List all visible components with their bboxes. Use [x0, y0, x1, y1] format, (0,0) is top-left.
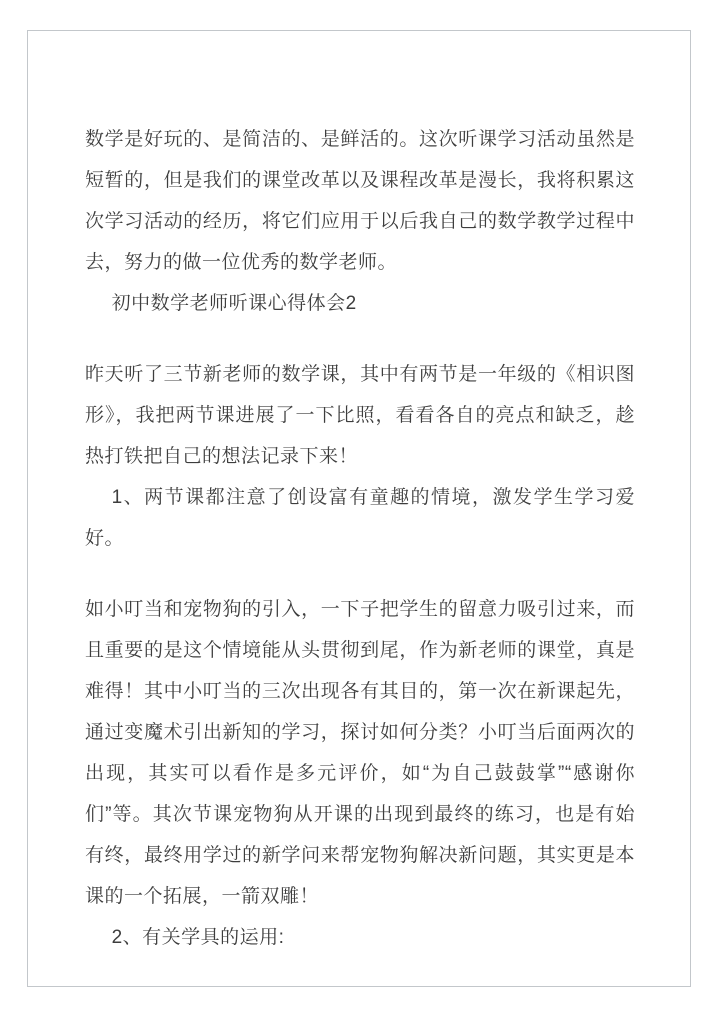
- paragraph-intro: 数学是好玩的、是简洁的、是鲜活的。这次听课学习活动虽然是短暂的，但是我们的课堂改革以及课程改革是漫长，我将积累这次学习活动的经历，将它们应用于以后我自己的数学教学过程中去，努力的做一位优秀的数学老师。: [85, 129, 635, 273]
- paragraph-lesson-overview: 昨天听了三节新老师的数学课，其中有两节是一年级的《相识图形》，我把两节课进展了一下比照，看看各自的亮点和缺乏，趁热打铁把自己的想法记录下来！: [85, 364, 635, 467]
- list-item-1: 1、两节课都注意了创设富有童趣的情境，激发学生学习爱好。: [85, 487, 635, 549]
- list-item-2: 2、有关学具的运用:: [111, 927, 285, 948]
- document-content: [85, 119, 635, 958]
- paragraph-detail: 如小叮当和宠物狗的引入，一下子把学生的留意力吸引过来，而且重要的是这个情境能从头贯彻到尾，作为新老师的课堂，真是难得！其中小叮当的三次出现各有其目的，第一次在新课起先，通过变魔术引出新知的学习，探讨如何分类？小叮当后面两次的出现，其实可以看作是多元评价，如“为自己鼓鼓掌”“感谢你们”等。其次节课宠物狗从开课的出现到最终的练习，也是有始有终，最终用学过的新学问来帮宠物狗解决新问题，其实更是本课的一个拓展，一箭双雕！: [85, 599, 635, 907]
- section-heading: 初中数学老师听课心得体会2: [111, 293, 357, 314]
- page-border: [27, 30, 691, 987]
